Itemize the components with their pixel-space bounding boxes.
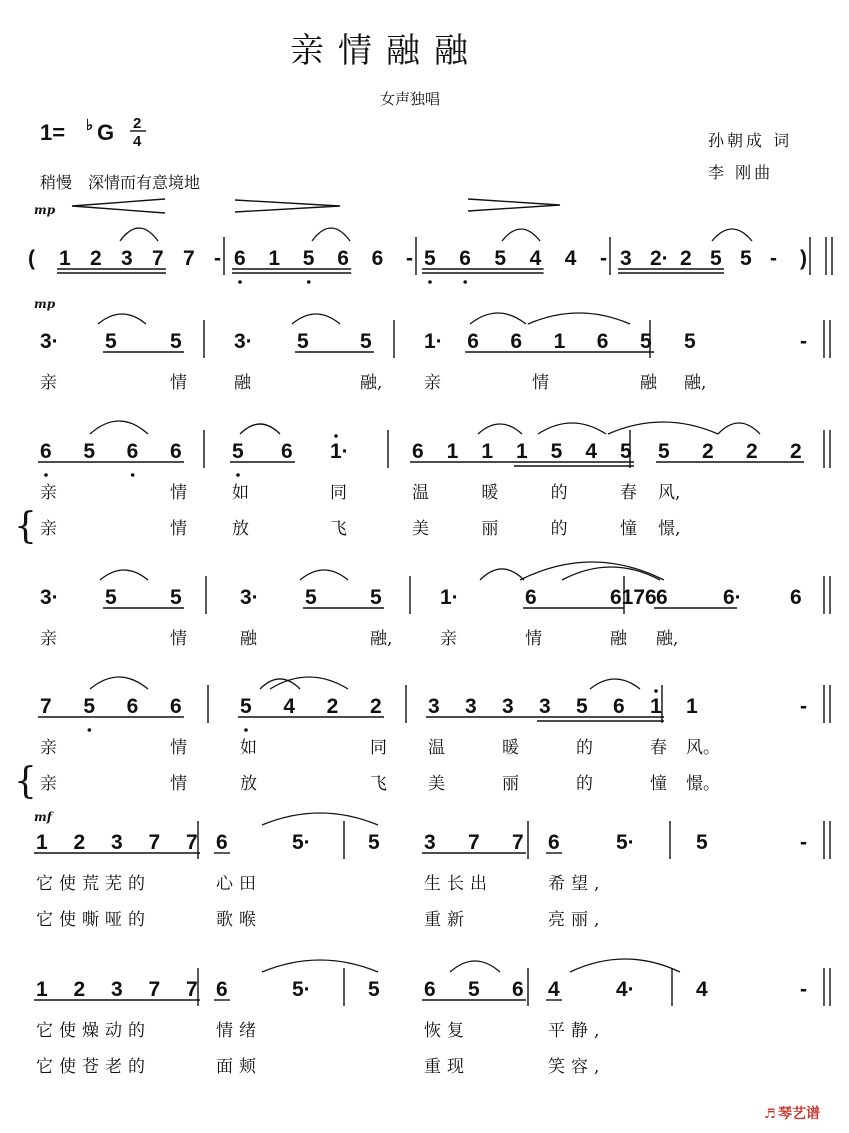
note: 5	[640, 330, 652, 353]
lyric-verse-2: 歌喉	[216, 910, 262, 930]
note: 5	[550, 440, 563, 463]
note: 2	[73, 831, 86, 854]
slur	[240, 424, 280, 434]
note: 1	[446, 440, 459, 463]
note: 6	[613, 695, 625, 718]
note: 6	[170, 440, 182, 463]
note: 5	[368, 978, 380, 1001]
note: (	[28, 247, 35, 270]
lyric-verse-1: 融,	[370, 629, 393, 649]
note: 6	[548, 831, 560, 854]
lyric-verse-1: 平静,	[548, 1021, 606, 1041]
low-octave-dot	[244, 728, 248, 732]
hairpins	[72, 199, 560, 213]
lyric-verse-1: 恢复	[424, 1021, 470, 1041]
note: 6	[126, 695, 139, 718]
lyric-verse-1: 同	[330, 483, 347, 503]
lyric-verse-1: 融	[640, 373, 657, 393]
note: 5	[684, 330, 696, 353]
lyric-verse-1: 情	[170, 738, 187, 758]
lyric-verse-1: 亲	[40, 373, 57, 393]
slur	[718, 423, 760, 434]
note: 1	[36, 978, 48, 1001]
low-octave-dot	[307, 280, 311, 284]
note: 6	[170, 695, 182, 718]
note: 6	[790, 586, 802, 609]
lyric-verse-1: 情	[525, 629, 542, 649]
note: 1	[59, 247, 71, 270]
slur	[712, 229, 752, 241]
slur	[292, 314, 340, 324]
slur	[120, 228, 158, 241]
note: 7	[186, 978, 198, 1001]
lyric-verse-2: 丽	[502, 774, 519, 794]
note: 3	[502, 695, 514, 718]
note: 5	[710, 247, 722, 270]
note: 5	[170, 330, 182, 353]
time-top: 2	[133, 115, 142, 132]
note: 7	[148, 978, 161, 1001]
lyric-verse-2: 重新	[424, 910, 470, 930]
note: -	[800, 831, 807, 854]
lyric-verse-2: 笑容,	[548, 1057, 606, 1077]
lyric-verse-1: 希望,	[548, 874, 606, 894]
note: 6	[281, 440, 293, 463]
lyricist-credit: 孙朝成 词	[708, 131, 793, 150]
note: 1	[268, 247, 281, 270]
lyric-verse-1: 温	[428, 738, 445, 758]
note: 6	[656, 586, 668, 609]
note: 5	[424, 247, 436, 270]
slur	[590, 679, 640, 689]
note: 6	[525, 586, 537, 609]
note: -	[800, 330, 807, 353]
lyric-verse-1: 生长出	[424, 874, 493, 894]
note: 5	[170, 586, 182, 609]
note: 7	[468, 831, 480, 854]
note: 2	[73, 978, 86, 1001]
low-octave-dot	[88, 728, 92, 732]
note: 2·	[650, 247, 669, 270]
lyric-verse-2: 美	[428, 774, 445, 794]
note: )	[800, 247, 807, 270]
slur	[520, 562, 664, 580]
watermark-icon: ♬	[764, 1107, 776, 1122]
lyric-verse-1: 的	[550, 483, 568, 503]
note: 3·	[40, 586, 59, 609]
note: 1·	[424, 330, 443, 353]
note: 2	[746, 440, 758, 463]
note: 1·	[440, 586, 459, 609]
lyric-verse-2: 面颊	[216, 1057, 262, 1077]
note: 5	[740, 247, 752, 270]
dynamic-mp: mp	[34, 297, 56, 311]
lyric-verse-2: 飞	[330, 519, 347, 539]
note: 5	[305, 586, 317, 609]
lyric-verse-1: 风。	[686, 738, 720, 758]
note: 5	[240, 695, 252, 718]
lyric-verse-1: 融	[234, 373, 251, 393]
low-octave-dot	[428, 280, 432, 284]
high-octave-dot	[334, 434, 338, 438]
music-row	[14, 677, 830, 802]
lyric-verse-1: 情	[532, 373, 549, 393]
note: 7	[512, 831, 524, 854]
lyric-verse-1: 融,	[684, 373, 707, 393]
lyric-verse-1: 如	[232, 483, 249, 503]
note: 6	[216, 978, 228, 1001]
verse-brace: {	[14, 506, 37, 547]
note: 6	[467, 330, 479, 353]
tempo-marking: 稍慢 深情而有意境地	[40, 173, 201, 192]
note: 6	[412, 440, 424, 463]
lyric-verse-2: 憧	[650, 774, 667, 794]
lyric-verse-1: 融,	[656, 629, 679, 649]
note: 7	[148, 831, 161, 854]
lyric-verse-1: 情绪	[216, 1021, 262, 1041]
note: 7	[186, 831, 198, 854]
slur	[262, 960, 378, 972]
note: 6	[234, 247, 246, 270]
lyric-verse-2: 它使嘶哑的	[36, 910, 151, 930]
slur	[90, 421, 148, 434]
note: 5·	[292, 978, 311, 1001]
note: 5	[494, 247, 507, 270]
lyric-verse-1: 暖	[502, 738, 519, 758]
music-row	[28, 228, 832, 284]
note: 4	[696, 978, 708, 1001]
note: 3	[111, 831, 123, 854]
lyric-verse-2: 憧	[620, 519, 637, 539]
lyric-verse-1: 的	[576, 738, 593, 758]
note: 5	[576, 695, 588, 718]
low-octave-dot	[463, 280, 467, 284]
lyric-verse-2: 的	[576, 774, 593, 794]
lyric-verse-1: 亲	[40, 483, 57, 503]
slur	[312, 228, 350, 241]
low-octave-dot	[236, 473, 240, 477]
music-row	[14, 421, 830, 547]
note: 5	[302, 247, 315, 270]
note: 5	[370, 586, 382, 609]
low-octave-dot	[131, 473, 135, 477]
note: 3	[111, 978, 123, 1001]
lyric-verse-2: 放	[240, 774, 257, 794]
note: 1	[650, 695, 662, 718]
lyric-verse-2: 飞	[370, 774, 387, 794]
lyric-verse-1: 融,	[360, 373, 383, 393]
music-row	[34, 810, 830, 930]
note: 6176	[610, 586, 657, 609]
lyric-verse-1: 同	[370, 738, 387, 758]
lyric-verse-2: 憬。	[686, 774, 720, 794]
note: 5	[105, 586, 117, 609]
lyric-verse-2: 情	[170, 774, 187, 794]
note: 6	[126, 440, 139, 463]
note: 2	[790, 440, 802, 463]
note: 7	[183, 247, 195, 270]
slur	[608, 422, 718, 434]
note: 3·	[40, 330, 59, 353]
note: -	[406, 247, 413, 270]
note: 1	[481, 440, 494, 463]
slur	[262, 813, 378, 825]
note: 6	[512, 978, 524, 1001]
note: 5	[83, 440, 96, 463]
lyric-verse-2: 亲	[40, 774, 57, 794]
dynamic-mp-intro: mp	[34, 203, 56, 217]
slur	[300, 570, 348, 580]
note: 2	[370, 695, 382, 718]
note: 6	[371, 247, 384, 270]
note: 2	[702, 440, 714, 463]
note: -	[800, 978, 807, 1001]
note: 6	[424, 978, 436, 1001]
lyric-verse-1: 融	[240, 629, 257, 649]
key-prefix: 1=	[40, 120, 66, 145]
slur	[100, 570, 148, 580]
note: -	[770, 247, 777, 270]
note: -	[800, 695, 807, 718]
slur	[478, 424, 522, 434]
slur	[528, 313, 630, 324]
note: 3·	[234, 330, 253, 353]
watermark-text: 琴艺谱	[778, 1106, 820, 1122]
note: 4	[564, 247, 577, 270]
note: 5	[297, 330, 309, 353]
note: 6	[510, 330, 523, 353]
key-tonic: G	[97, 120, 115, 145]
slur	[470, 313, 526, 324]
lyric-verse-1: 如	[240, 738, 257, 758]
lyric-verse-2: 丽	[481, 519, 499, 539]
note: 5	[83, 695, 96, 718]
note: 3	[539, 695, 551, 718]
lyric-verse-2: 情	[170, 519, 187, 539]
low-octave-dot	[238, 280, 242, 284]
dynamic-mf: mf	[34, 810, 52, 824]
slur	[562, 567, 660, 580]
note: 7	[152, 247, 164, 270]
slur	[98, 314, 146, 324]
low-octave-dot	[44, 473, 48, 477]
note: 1	[686, 695, 698, 718]
slur	[450, 961, 500, 972]
lyric-verse-1: 亲	[40, 738, 57, 758]
lyric-verse-1: 亲	[440, 629, 457, 649]
note: 3	[465, 695, 477, 718]
note: 4·	[616, 978, 635, 1001]
note: 2	[90, 247, 102, 270]
note: -	[214, 247, 221, 270]
note: 5	[696, 831, 708, 854]
note: 4	[585, 440, 598, 463]
note: 5	[105, 330, 117, 353]
lyric-verse-2: 亮丽,	[548, 910, 606, 930]
lyric-verse-1: 它使燥动的	[36, 1021, 151, 1041]
lyric-verse-1: 亲	[40, 629, 57, 649]
slur	[538, 423, 606, 434]
note: 1	[36, 831, 48, 854]
note: 6·	[723, 586, 742, 609]
slur	[480, 569, 524, 580]
note: 1·	[330, 440, 349, 463]
lyric-verse-2: 它使苍老的	[36, 1057, 151, 1077]
note: 2	[326, 695, 339, 718]
slur	[570, 959, 680, 972]
lyric-verse-1: 温	[412, 483, 429, 503]
note: 5	[468, 978, 480, 1001]
note: 4	[529, 247, 542, 270]
music-rows	[14, 228, 832, 1077]
note: 4	[283, 695, 296, 718]
note: 5	[232, 440, 244, 463]
note: 2	[680, 247, 692, 270]
note: 6	[216, 831, 228, 854]
note: 3	[620, 247, 632, 270]
note: 4	[548, 978, 560, 1001]
flat-sign: ♭	[86, 117, 94, 134]
lyric-verse-2: 憬,	[658, 519, 681, 539]
note: 5	[620, 440, 632, 463]
subtitle: 女声独唱	[380, 90, 441, 108]
verse-brace: {	[14, 761, 37, 802]
note: 5	[360, 330, 372, 353]
lyric-verse-1: 风,	[658, 483, 681, 503]
music-row	[40, 562, 830, 649]
lyric-verse-1: 它使荒芜的	[36, 874, 151, 894]
note: 5·	[292, 831, 311, 854]
note: 5	[658, 440, 670, 463]
lyric-verse-2: 亲	[40, 519, 57, 539]
watermark	[764, 1105, 820, 1122]
note: 6	[596, 330, 609, 353]
note: 3·	[240, 586, 259, 609]
note: 3	[424, 831, 436, 854]
lyric-verse-2: 的	[550, 519, 568, 539]
lyric-verse-1: 融	[610, 629, 627, 649]
slur	[502, 229, 540, 241]
note: 1	[553, 330, 566, 353]
note: 3	[121, 247, 133, 270]
lyric-verse-1: 暖	[481, 483, 499, 503]
lyric-verse-2: 重现	[424, 1057, 470, 1077]
note: 5·	[616, 831, 635, 854]
page-title: 亲情融融	[290, 31, 482, 71]
lyric-verse-1: 春	[650, 738, 667, 758]
music-row	[34, 959, 830, 1077]
lyric-verse-1: 情	[170, 483, 187, 503]
lyric-verse-1: 亲	[424, 373, 441, 393]
lyric-verse-1: 情	[170, 373, 187, 393]
note: 5	[368, 831, 380, 854]
note: 6	[337, 247, 349, 270]
composer-credit: 李 刚曲	[708, 163, 774, 182]
note: 6	[459, 247, 471, 270]
note: 1	[516, 440, 528, 463]
lyric-verse-1: 心田	[216, 874, 262, 894]
lyric-verse-2: 放	[232, 519, 249, 539]
lyric-verse-1: 情	[170, 629, 187, 649]
key-signature	[40, 115, 146, 150]
lyric-verse-1: 春	[620, 483, 637, 503]
note: -	[600, 247, 607, 270]
note: 6	[40, 440, 52, 463]
slur	[90, 677, 148, 689]
high-octave-dot	[654, 689, 658, 693]
note: 7	[40, 695, 52, 718]
music-row	[34, 297, 830, 393]
note: 3	[428, 695, 440, 718]
time-bottom: 4	[133, 133, 142, 150]
lyric-verse-2: 美	[412, 519, 429, 539]
